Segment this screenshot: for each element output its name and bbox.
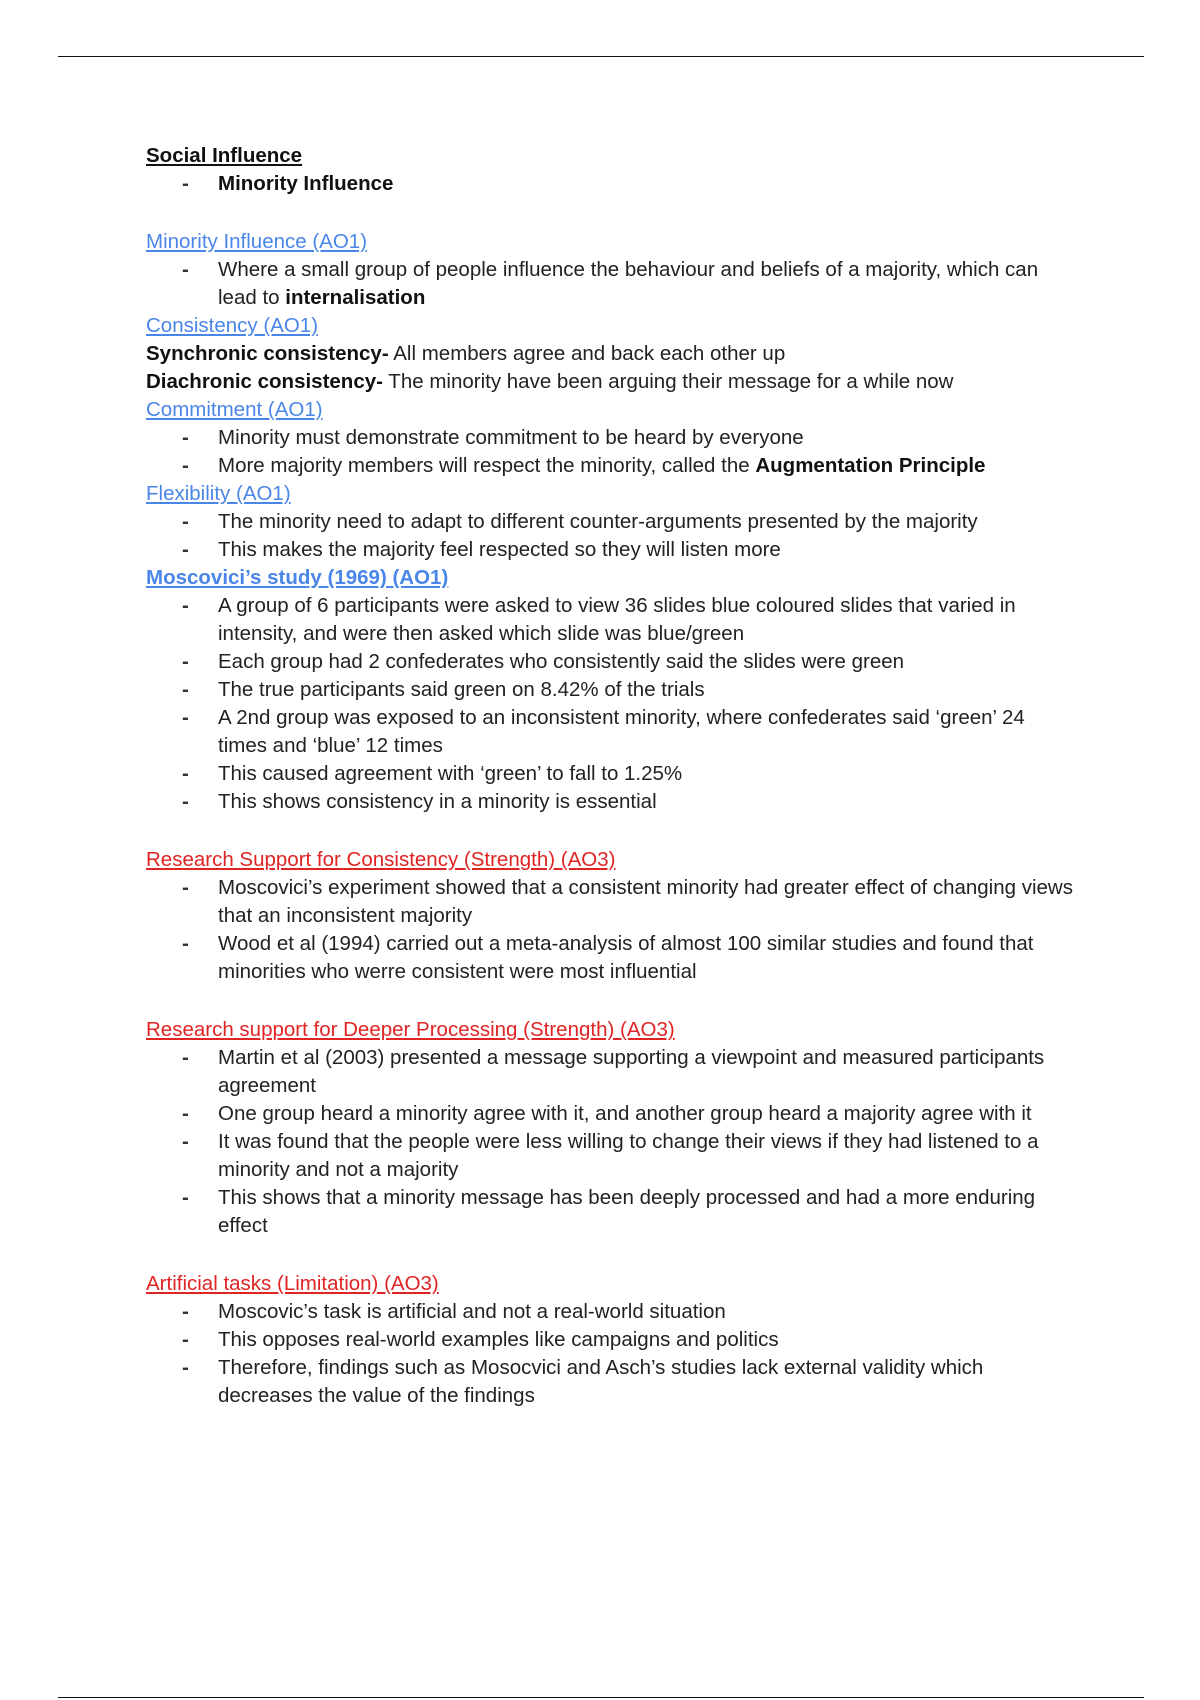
- minority-item-text: Where a small group of people influence the behaviour and beliefs of a majority, which can lead to: [218, 258, 1039, 309]
- list-item: - Therefore, findings such as Mosocvici and Asch’s studies lack external validity which decreases the value of the findings: [146, 1354, 1076, 1410]
- list-item: - Moscovici’s experiment showed that a consistent minority had greater effect of changing views that an inconsistent majority: [146, 874, 1076, 930]
- flexibility-list: [146, 508, 1076, 564]
- minority-list: [146, 256, 1076, 312]
- minority-item-bold: internalisation: [285, 286, 426, 309]
- list-item: - This makes the majority feel respected so they will listen more: [146, 536, 1076, 564]
- list-item: - A 2nd group was exposed to an inconsistent minority, where confederates said ‘green’ 24 times and ‘blue’ 12 times: [146, 704, 1076, 760]
- list-item: - This shows that a minority message has been deeply processed and had a more enduring effect: [146, 1184, 1076, 1240]
- commitment-item-bold: Augmentation Principle: [755, 454, 986, 477]
- heading-moscovici-study: Moscovici’s study (1969) (AO1): [146, 566, 449, 589]
- heading-support-processing: Research support for Deeper Processing (Strength) (AO3): [146, 1018, 675, 1041]
- spacer: [146, 816, 1076, 846]
- list-item: - The minority need to adapt to different counter-arguments presented by the majority: [146, 508, 1076, 536]
- support-consistency-list: [146, 874, 1076, 986]
- synchronic-line: [146, 340, 1076, 368]
- heading-flexibility: Flexibility (AO1): [146, 482, 291, 505]
- commitment-item-text: More majority members will respect the minority, called the: [218, 454, 756, 477]
- spacer: [146, 986, 1076, 1016]
- artificial-list: [146, 1298, 1076, 1410]
- list-item: - This caused agreement with ‘green’ to fall to 1.25%: [146, 760, 1076, 788]
- list-item: - Each group had 2 confederates who consistently said the slides were green: [146, 648, 1076, 676]
- commitment-list: [146, 424, 1076, 480]
- diachronic-term: Diachronic consistency-: [146, 370, 383, 393]
- support-processing-list: [146, 1044, 1076, 1240]
- heading-artificial-tasks: Artificial tasks (Limitation) (AO3): [146, 1272, 439, 1295]
- heading-support-consistency: Research Support for Consistency (Strength) (AO3): [146, 848, 616, 871]
- list-item: - This shows consistency in a minority is essential: [146, 788, 1076, 816]
- list-item: - The true participants said green on 8.42% of the trials: [146, 676, 1076, 704]
- page-subtitle: - Minority Influence: [146, 170, 1076, 198]
- list-item: - It was found that the people were less willing to change their views if they had listened to a minority and not a majority: [146, 1128, 1076, 1184]
- bottom-rule: [58, 1697, 1144, 1698]
- synchronic-term: Synchronic consistency-: [146, 342, 389, 365]
- moscovici-list: [146, 592, 1076, 816]
- list-item: [146, 452, 1076, 480]
- synchronic-text: All members agree and back each other up: [388, 342, 786, 365]
- list-item: - A group of 6 participants were asked to view 36 slides blue coloured slides that varied in intensity, and were then asked which slide was blue/green: [146, 592, 1076, 648]
- diachronic-line: [146, 368, 1076, 396]
- heading-minority-influence: Minority Influence (AO1): [146, 230, 368, 253]
- list-item: - One group heard a minority agree with it, and another group heard a majority agree with it: [146, 1100, 1076, 1128]
- document-body: [146, 142, 1076, 1410]
- top-rule: [58, 56, 1144, 57]
- spacer: [146, 198, 1076, 228]
- list-item: [146, 256, 1076, 312]
- heading-consistency: Consistency (AO1): [146, 314, 319, 337]
- list-item: - Moscovic’s task is artificial and not a real-world situation: [146, 1298, 1076, 1326]
- heading-commitment: Commitment (AO1): [146, 398, 323, 421]
- spacer: [146, 1240, 1076, 1270]
- list-item: - This opposes real-world examples like campaigns and politics: [146, 1326, 1076, 1354]
- diachronic-text: The minority have been arguing their message for a while now: [382, 370, 954, 393]
- page-title: Social Influence: [146, 144, 303, 167]
- list-item: - Martin et al (2003) presented a message supporting a viewpoint and measured participants agreement: [146, 1044, 1076, 1100]
- list-item: - Minority must demonstrate commitment to be heard by everyone: [146, 424, 1076, 452]
- list-item: - Wood et al (1994) carried out a meta-analysis of almost 100 similar studies and found that minorities who werre consistent were most influential: [146, 930, 1076, 986]
